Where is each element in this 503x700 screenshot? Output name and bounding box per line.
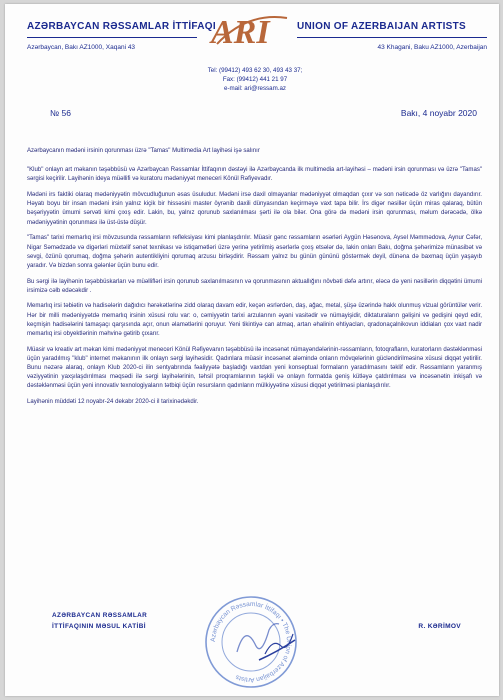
address-en: 43 Khagani, Baku AZ1000, Azerbaijan	[377, 44, 487, 51]
subject-line: Azərbaycanın mədəni irsinin qorunması üzrə "Tamas" Multimedia Art layihəsi işə salınır	[27, 148, 260, 154]
paragraph-1: "Klub" onlayn art məkanın təşəbbüsü və Azərbaycan Rəssamlar İttifaqının dəstəyi ilə Azərbaycanda ilk multimedia art-layihəsi – mədəni irsin qorunması və üzrə "Tamas" sərgisi keçirilir. Layihənin ideya müəllifi və kuratoru mədəniyyət meneceri Könül Rəfiyevadır.	[27, 167, 482, 183]
official-stamp-icon	[203, 594, 299, 690]
letter-body	[27, 147, 482, 414]
document-number: № 56	[50, 108, 71, 118]
fax: Fax: (99412) 441 21 97	[222, 75, 288, 83]
paragraph-3: "Tamas" tarixi memarlıq irsi mövzusunda rəssamların refleksiyası kimi planlaşdırılır. Müasir gənc rəssamların əsərləri Aygün Həsənova, Aysel Məmmədova, Aynur Cəfər, Nigar Səmədzadə və digərləri müxtəlif sənət texnikası və istiqamətləri üzrə yerinə yetirilmiş əsərlərlə çıxış etsələr də, lakin onları Bakı, doğma şəhərimizə münasibət və sevgi, özünü qorumaq, doğma şəhərin autentikliyini qorumaq arzusu birləşdirir. Rəssam yalnız bu günün gününü göstərmək deyil, dünəna də baxmaq üçün yaşayıb yaradır. Və bizdən sonra gələnlər üçün bunu edir.	[27, 235, 482, 269]
svg-text:ARI: ARI	[211, 14, 270, 48]
letterhead-right	[297, 21, 487, 51]
ari-logo-icon	[207, 10, 293, 48]
signatory-name: R. KƏRİMOV	[418, 623, 461, 630]
paragraph-4: Bu sərgi ilə layihənin təşəbbüskarları və müəllifləri irsin qorunub saxlanılmasının və qorunmasının aktuallığını növbəti dəfə artırır, eləcə də yeni nəsillərin diqqətini ümumi irsimizə cəlb edəcəkdir .	[27, 278, 482, 294]
paragraph-2: Mədəni irs faktiki olaraq mədəniyyətin mövcudluğunun əsas üsuludur. Mədəni irsə daxil olmayanlar mədəniyyət olmaqdan çıxır və son nəticədə öz varlığını dayandırır. Həyatı boyu bir insan mədəni irsin yalnız kiçik bir hissəsini master öyrənib daxili dünyasından keçirməyə vaxt tapa bilir. İrs digər nəsillər üçün miras qalaraq, bütün bəşəriyyətin ümumi sərvəti kimi çıxış edir. Lakin, bu, yalnız qorunub saxlanılması şərti ilə ola bilər. Ona görə də mədəni irsin qorunması, məlum dərəcədə, ölkə mədəniyyətinin qorunması ilə üst-üstə düşür.	[27, 192, 482, 226]
email: e-mail: ari@ressam.az	[224, 84, 286, 92]
header-rule-left	[27, 37, 197, 38]
org-name-en: UNION OF AZERBAIJAN ARTISTS	[297, 21, 467, 32]
paragraph-6: Müasir və kreativ art məkan kimi mədəniyyət meneceri Könül Rəfiyevanın təşəbbüsü ilə incəsənət nümayəndələrinin-rəssamların, fotoqrafların, kuratorların dəstəklənməsi üçün yaradılmış "klub" internet məkanının ilk onlayn sərgi layihəsidir. Qadınlara müasir incəsənət aləmində onların mövqelərinin gücləndirilməsinə xüsusi diqqət yetirilir. Bunu nəzərə alaraq, onlayn Klub 2020-ci ilin sentyabrında fəaliyyətə başladığı vaxtdan yeni konseptual formaların yaradılmasını təklif edir. Rəssamların yaranmış vəziyyətinin yaxşılaşdırılması məqsədi ilə sərgi layihələrinin, təhsil proqramlarının təşkili və onlayn formatda geniş kütləyə çatdırılması və incəsənətin inkişafı və dəstəklənməsi üçün yeni innovativ texnologiyaların tətbiqi üçün resursların qadınların mülkiyyətinə xüsusi diqqət yetirilməsi planlaşdırılır.	[27, 346, 482, 390]
paragraph-5: Memarlıq irsi təbiətin və hadisələrin dağıdıcı hərəkətlərinə zidd olaraq davam edir, keçən əsrlərdən, daş, ağac, metal, şüşə üzərində hakk olunmuş vizual görüntülər verir. Hər bir milli mədəniyyətdə memarlıq irsinin xüsusi rolu var: o, cəmiyyətin tarixi arzularının əyani vasitədir və nümayişidir, diktaturaların gəlişini və gedişini qeyd edir, keçmişin hadisələrini tamaşaçı qarşısında açır, onun əlamətlərini qoruyur. Yeni tikintiyə can atmaq, artan əhalinin ehtiyacları, qradonaçalnikovun iddiaları çox vaxt nadir memarlıq irsi obyektlərinin məhvinə gətirib çıxarır.	[27, 303, 482, 337]
letter-page	[5, 4, 499, 696]
header-rule-right	[297, 37, 487, 38]
address-az: Azərbaycan, Bakı AZ1000, Xaqani 43	[27, 44, 136, 51]
svg-text:Azərbaycan Rəssamlar İttifaqı: Azərbaycan Rəssamlar İttifaqı • The Union of Azerbaijan Artists	[209, 600, 293, 684]
signatory-line-2: İTTİFAQININ MƏSUL KATİBİ	[52, 622, 146, 630]
contact-block	[205, 67, 305, 94]
paragraph-7: Layihənin müddəti 12 noyabr-24 dekabr 2020-ci il tarixinədəkdir.	[27, 399, 199, 406]
signatory-title	[52, 611, 147, 633]
signatory-line-1: AZƏRBAYCAN RƏSSAMLAR	[52, 612, 148, 619]
document-date: Bakı, 4 noyabr 2020	[400, 108, 477, 118]
letterhead-left	[27, 21, 216, 51]
phone: Tel: (99412) 493 62 30, 493 43 37;	[207, 67, 303, 74]
org-name-az: AZƏRBAYCAN RƏSSAMLAR İTTİFAQI	[27, 21, 216, 32]
